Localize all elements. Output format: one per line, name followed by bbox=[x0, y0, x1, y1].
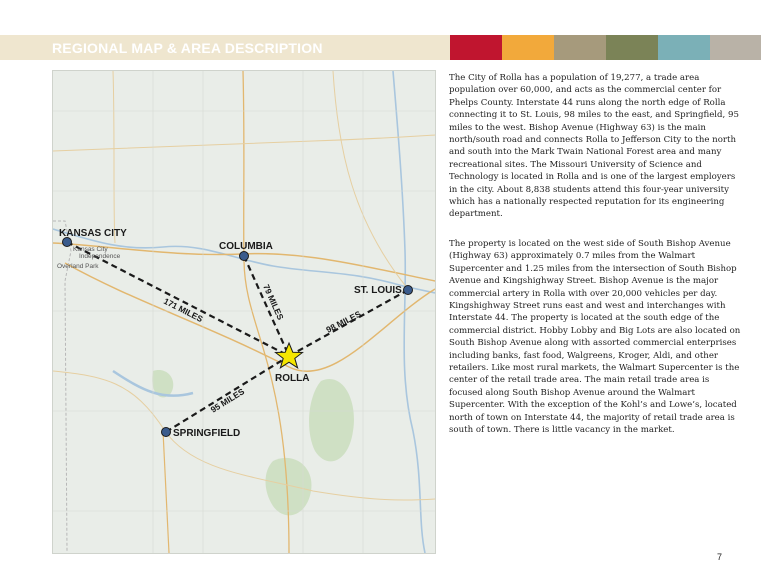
description-paragraph: The property is located on the west side of South Bishop Avenue (Highway 63) approximately 0.7 miles from the Walmart Supercenter and 1.25 miles from the intersection of South Bishop Avenue and Kingshighway Street. Bishop Avenue is the major commercial artery in Rolla with over 20,000 vehicles per day. Kingshighway Street runs east and west and interchanges with Interstate 44. The property is located at the south edge of the commercial district. Hobby Lobby and Big Lots are also located on South Bishop Avenue along with assorted commercial enterprises including banks, fast food, Walgreens, Kroger, Aldi, and other retailers. Like most rural markets, the Walmart Supercenter is the center of the retail trade area. The main retail trade area is focused along South Bishop Avenue around the Walmart Supercenter. With the exception of the Kohl’s and Lowe’s, located north of town on Interstate 44, the majority of retail trade area is south of town. There is little vacancy in the market. bbox=[449, 239, 741, 436]
highway-road bbox=[163, 431, 169, 553]
city-label-columbia: COLUMBIA bbox=[219, 241, 273, 252]
color-swatch bbox=[502, 35, 554, 60]
state-border bbox=[53, 221, 71, 551]
map-label-kansas-city-small: Kansas City bbox=[73, 246, 108, 253]
city-label-springfield: SPRINGFIELD bbox=[173, 428, 241, 439]
distance-label-columbia-rolla: 79 MILES bbox=[261, 282, 286, 322]
color-swatch bbox=[554, 35, 606, 60]
distance-label-kc-rolla: 171 MILES bbox=[162, 295, 205, 325]
city-label-rolla: ROLLA bbox=[275, 373, 310, 384]
color-swatch bbox=[658, 35, 710, 60]
color-swatch bbox=[606, 35, 658, 60]
city-dot-icon[interactable] bbox=[162, 428, 171, 437]
color-swatch-bar bbox=[450, 35, 761, 60]
river bbox=[393, 71, 425, 553]
regional-map[interactable] bbox=[52, 70, 436, 554]
description-paragraph: The City of Rolla has a population of 19,277, a trade area population over 60,000, and acts as the commercial center for Phelps County. Interstate 44 runs along the north edge of Rolla connecting it to St. Louis, 98 miles to the east, and Springfield, 95 miles to the west. Bishop Avenue (Highway 63) is the main north/south road and connects Rolla to Jefferson City to the north and south into the Mark Twain National Forest area and many recreational sites. The Missouri University of Science and Technology is located in Rolla and is one of the largest employers in the city. About 8,838 students attend this four-year university which has a nationally respected reputation for its engineering department. bbox=[449, 73, 739, 220]
highway-road bbox=[53, 371, 435, 500]
city-dot-icon[interactable] bbox=[240, 252, 249, 261]
distance-label-stl-rolla: 98 MILES bbox=[324, 308, 363, 335]
map-canvas bbox=[53, 71, 435, 553]
page-number: 7 bbox=[717, 552, 723, 562]
forest-area bbox=[309, 379, 354, 461]
distance-label-spfd-rolla: 95 MILES bbox=[208, 386, 247, 415]
color-swatch bbox=[450, 35, 502, 60]
page-title: REGIONAL MAP & AREA DESCRIPTION bbox=[52, 40, 323, 56]
highway-road bbox=[113, 71, 115, 243]
city-label-st-louis: ST. LOUIS bbox=[354, 285, 402, 296]
map-label-overland-park: Overland Park bbox=[57, 263, 99, 270]
color-swatch bbox=[710, 35, 761, 60]
city-label-kansas-city: KANSAS CITY bbox=[59, 228, 127, 239]
map-label-independence: Independence bbox=[79, 253, 121, 260]
city-dot-icon[interactable] bbox=[404, 286, 413, 295]
highway-road bbox=[333, 71, 408, 289]
star-icon[interactable] bbox=[276, 343, 303, 368]
distance-lines bbox=[67, 242, 408, 432]
